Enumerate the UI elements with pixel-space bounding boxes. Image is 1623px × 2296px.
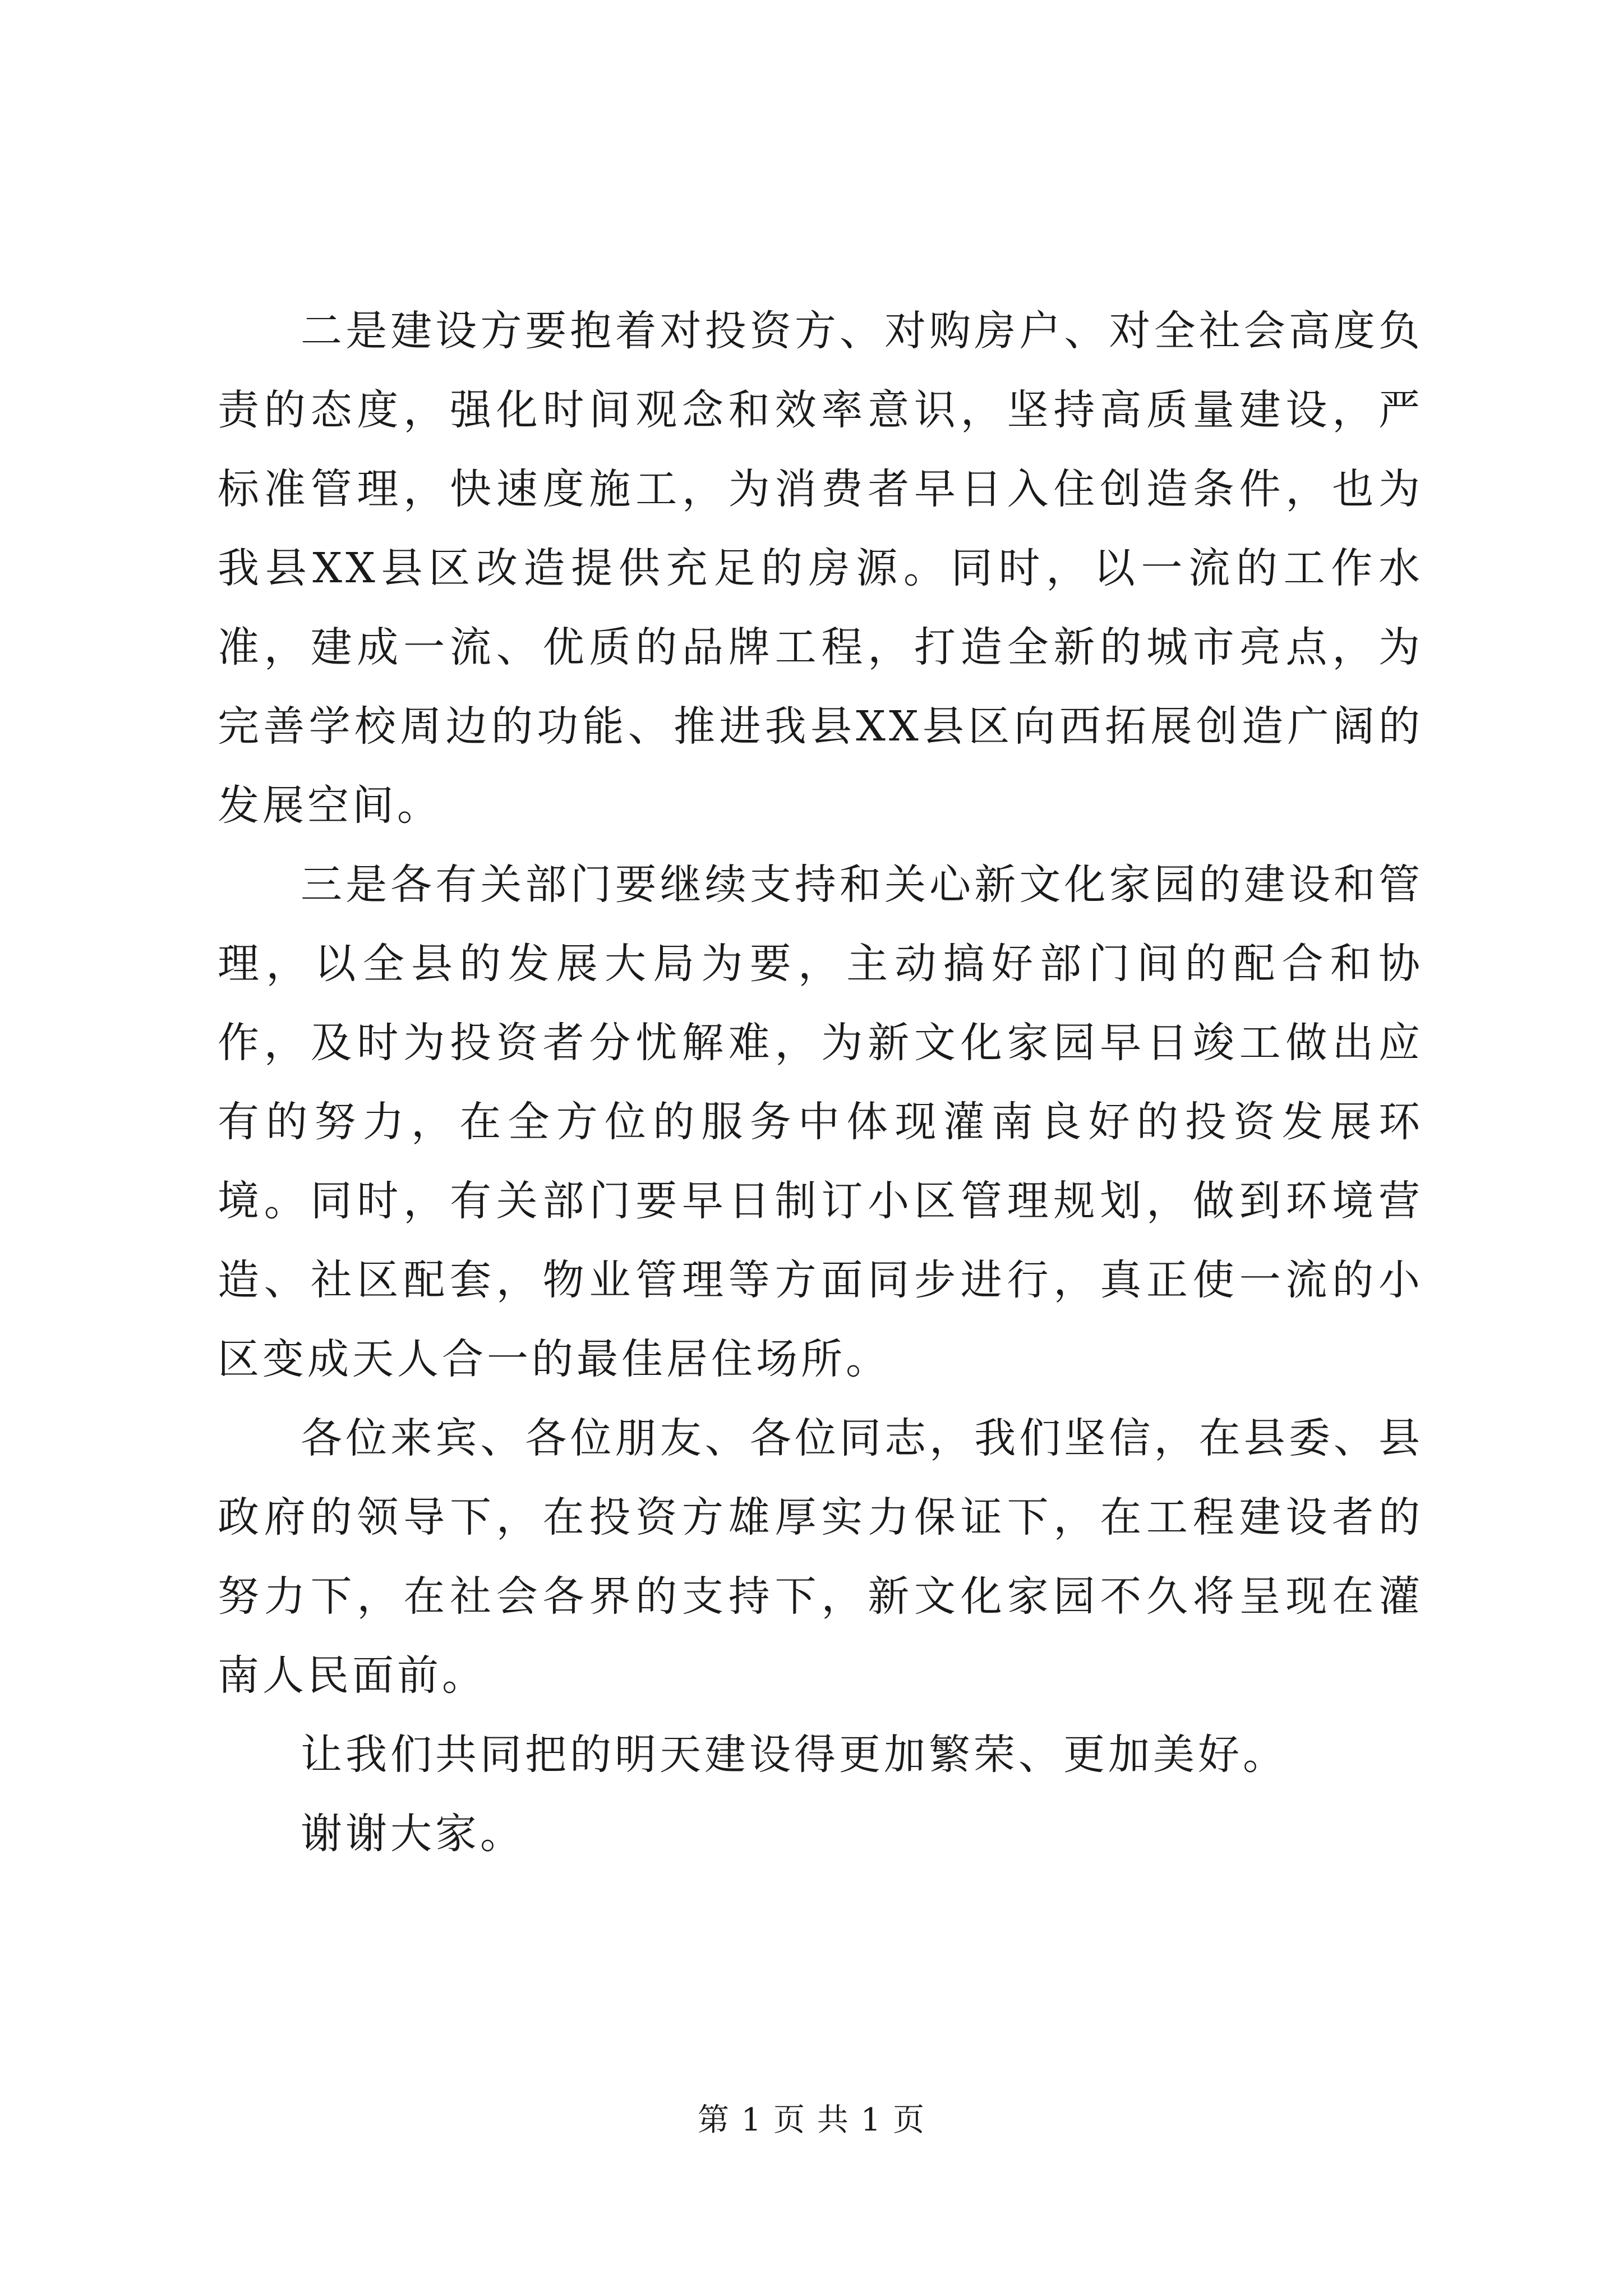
page-footer: 第 1 页 共 1 页 <box>697 2102 926 2138</box>
paragraph-4: 让我们共同把的明天建设得更加繁荣、更加美好。 <box>301 1731 1288 1779</box>
paragraph-2: 三是各有关部门要继续支持和关心新文化家园的建设和管理，以全县的发展大局为要，主动搞好部门间的配合和协作，及时为投资者分忧解难，为新文化家园早日竣工做出应有的努力，在全方位的服务中体现灌南良好的投资发展环境。同时，有关部门要早日制订小区管理规划，做到环境营造、社区配套，物业管理等方面同步进行，真正使一流的小区变成天人合一的最佳居住场所。 <box>218 861 1423 1383</box>
paragraph-5: 谢谢大家。 <box>301 1810 525 1858</box>
document-body <box>218 292 1423 1874</box>
paragraph-3: 各位来宾、各位朋友、各位同志，我们坚信，在县委、县政府的领导下，在投资方雄厚实力保证下，在工程建设者的努力下，在社会各界的支持下，新文化家园不久将呈现在灌南人民面前。 <box>218 1414 1423 1700</box>
paragraph-1: 二是建设方要抱着对投资方、对购房户、对全社会高度负责的态度，强化时间观念和效率意识，坚持高质量建设，严标准管理，快速度施工，为消费者早日入住创造条件，也为我县XX县区改造提供充足的房源。同时，以一流的工作水准，建成一流、优质的品牌工程，打造全新的城市亮点，为完善学校周边的功能、推进我县XX县区向西拓展创造广阔的发展空间。 <box>218 307 1423 830</box>
